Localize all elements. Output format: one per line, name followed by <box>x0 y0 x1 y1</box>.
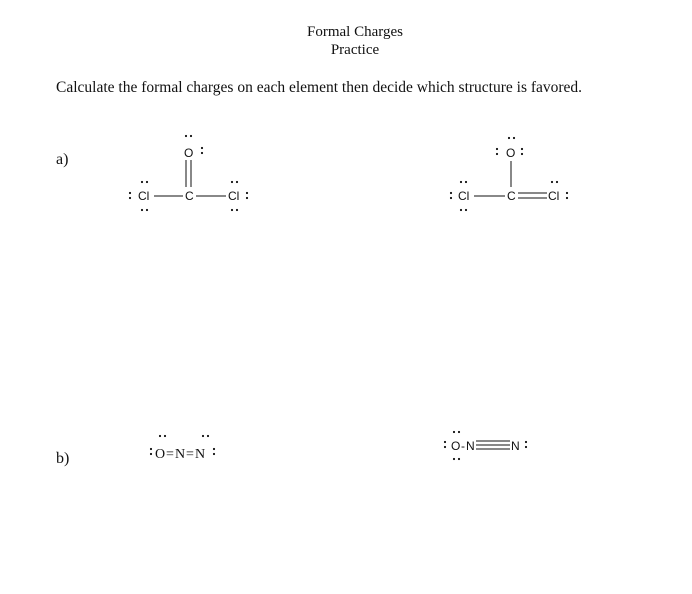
bond-o-n: - <box>461 439 465 453</box>
atom-n-end: N <box>195 447 206 462</box>
bond-o-n: = <box>166 447 174 462</box>
lone-pairs-n-end <box>525 441 527 448</box>
atom-o-top: O <box>184 146 194 160</box>
worksheet-title: Formal Charges <box>307 24 403 40</box>
atom-n-end: N <box>511 439 520 453</box>
atom-cl-left: Cl <box>138 189 150 203</box>
atom-c-center: C <box>507 189 516 203</box>
atom-o: O <box>451 439 461 453</box>
atom-cl-right: Cl <box>228 189 240 203</box>
atom-cl-right: Cl <box>548 189 560 203</box>
instructions-text: Calculate the formal charges on each element then decide which structure is favored. <box>56 79 583 96</box>
atom-cl-left: Cl <box>458 189 470 203</box>
atom-c-center: C <box>185 189 194 203</box>
bond-n-n: = <box>186 447 194 462</box>
atom-o: O <box>155 447 166 462</box>
atom-n-middle: N <box>175 447 186 462</box>
atom-n-middle: N <box>466 439 475 453</box>
atom-o-top: O <box>506 146 516 160</box>
worksheet-subtitle: Practice <box>330 42 380 58</box>
problem-a-label: a) <box>56 151 69 168</box>
problem-b-label: b) <box>56 450 70 467</box>
